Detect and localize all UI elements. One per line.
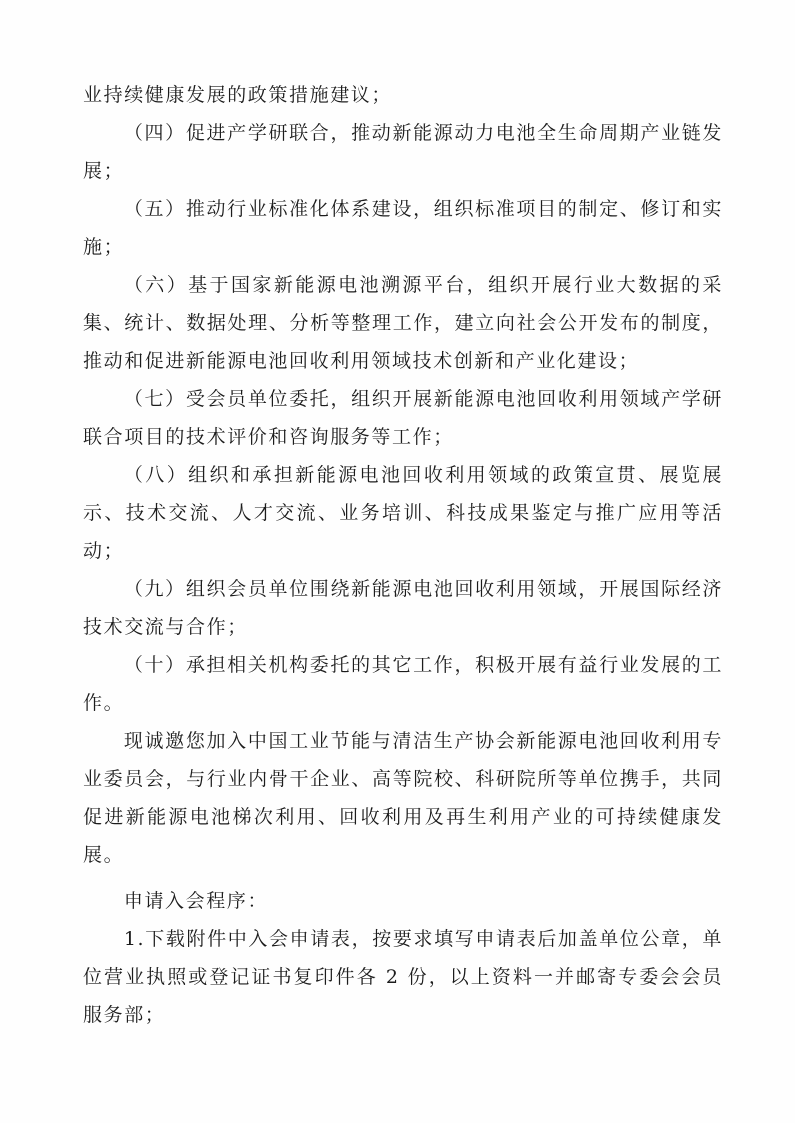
paragraph-item-4: （四）促进产学研联合，推动新能源动力电池全生命周期产业链发展； <box>83 122 723 182</box>
paragraph-item-9: （九）组织会员单位围绕新能源电池回收利用领域，开展国际经济技术交流与合作； <box>83 578 723 638</box>
paragraph-item-8: （八）组织和承担新能源电池回收利用领域的政策宣贯、展览展示、技术交流、人才交流、业务培训、科技成果鉴定与推广应用等活动； <box>83 464 723 562</box>
paragraph-continuation: 业持续健康发展的政策措施建议； <box>83 84 393 106</box>
document-body <box>83 76 723 1034</box>
paragraph-item-10: （十）承担相关机构委托的其它工作，积极开展有益行业发展的工作。 <box>83 654 723 714</box>
paragraph-item-7: （七）受会员单位委托，组织开展新能源电池回收利用领域产学研联合项目的技术评价和咨询服务等工作； <box>83 388 723 448</box>
paragraph-item-5: （五）推动行业标准化体系建设，组织标准项目的制定、修订和实施； <box>83 198 723 258</box>
paragraph-application-step-1: 1.下载附件中入会申请表，按要求填写申请表后加盖单位公章，单位营业执照或登记证书复印件各 2 份，以上资料一并邮寄专委会会员服务部； <box>83 928 723 1026</box>
paragraph-application-heading: 申请入会程序： <box>123 890 269 912</box>
paragraph-invitation: 现诚邀您加入中国工业节能与清洁生产协会新能源电池回收利用专业委员会，与行业内骨干企业、高等院校、科研院所等单位携手，共同促进新能源电池梯次利用、回收利用及再生利用产业的可持续健康发展。 <box>83 730 723 866</box>
paragraph-item-6: （六）基于国家新能源电池溯源平台，组织开展行业大数据的采集、统计、数据处理、分析等整理工作，建立向社会公开发布的制度，推动和促进新能源电池回收利用领域技术创新和产业化建设； <box>83 274 723 372</box>
